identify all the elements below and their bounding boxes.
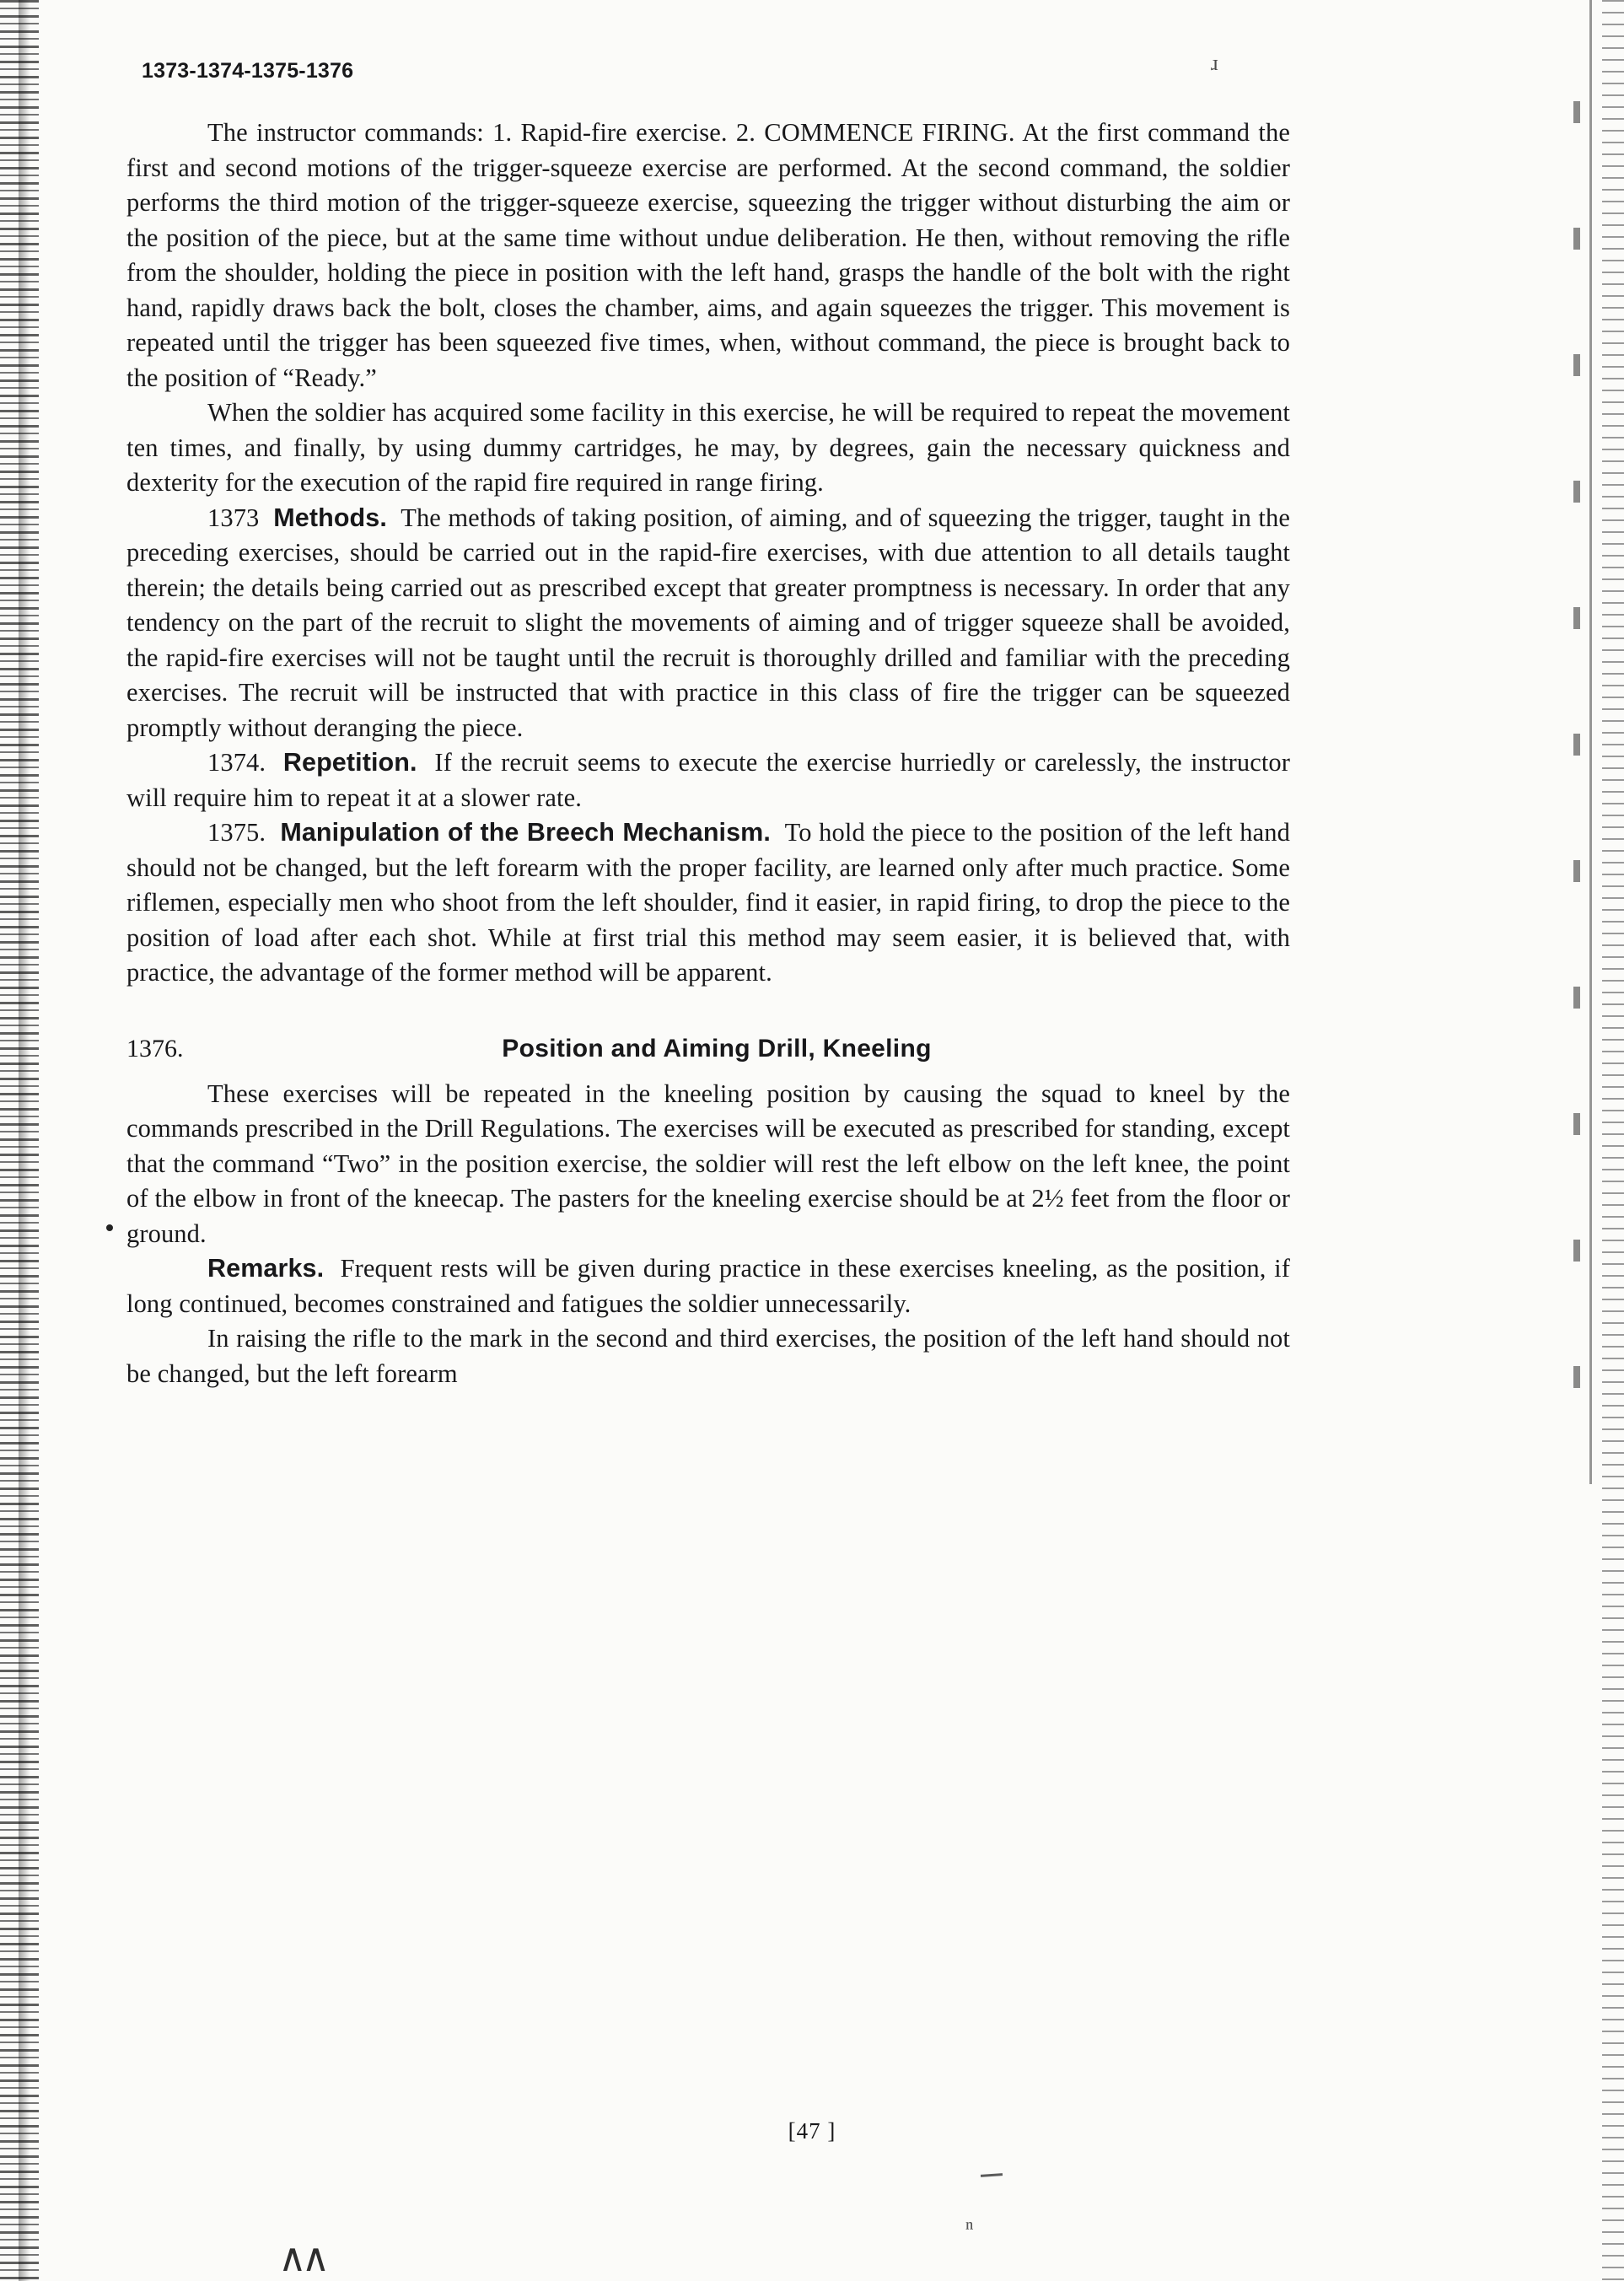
margin-rule-right (1589, 0, 1592, 1484)
margin-marks-right (1573, 101, 1580, 1400)
stray-mark-lower-2: ⁿ (965, 2214, 974, 2242)
paragraph-text: In raising the rifle to the mark in the second and third exercises, the position of the left hand should not be changed, but the left forearm (126, 1324, 1290, 1388)
paragraph-text: Frequent rests will be given during practice in these exercises kneeling, as the position, if long continued, becomes constrained and fatigues the soldier unnecessarily. (126, 1254, 1290, 1318)
paragraph-text: The methods of taking position, of aiming, and of squeezing the trigger, taught in the preceding exercises, should be carried out in the rapid-fire exercises, with due attention to all details taught therein; the details being carried out as prescribed except that greater promptness is necessary. In order that any tendency on the part of the recruit to slight the movements of aiming and of trigger squeeze shall be avoided, the rapid-fire exercises will not be taught until the recruit is thoroughly drilled and familiar with the preceding exercises. The recruit will be instructed that with practice in this class of fire the trigger can be squeezed promptly without deranging the piece. (126, 503, 1290, 742)
paragraph-title: Manipulation of the Breech Mechanism. (280, 818, 771, 847)
paragraph-1375 (126, 815, 1290, 991)
paragraph-remarks (126, 1251, 1290, 1321)
running-head: 1373-1374-1375-1376 (142, 59, 354, 83)
stray-mark-top: ɹ (1211, 51, 1218, 75)
section-heading (126, 1035, 1290, 1063)
paragraph-text: These exercises will be repeated in the kneeling position by causing the squad to kneel by the commands prescribed in the Drill Regulations. The exercises will be executed as prescribed for standing, except that the command “Two” in the position exercise, the soldier will rest the left elbow on the left knee, the point of the elbow in front of the kneecap. The pasters for the kneeling exercise should be at 2½ feet from the floor or ground. (126, 1079, 1290, 1248)
paragraph-number: 1374. (207, 748, 266, 777)
paragraph-number: 1373 (207, 503, 260, 532)
section-heading-number: 1376. (126, 1034, 184, 1062)
paragraph-text: When the soldier has acquired some facility in this exercise, he will be required to repeat the movement ten times, and finally, by using dummy cartridges, he may, by degrees, gain the necessary quickness and dexterity for the execution of the rapid fire required in range firing. (126, 398, 1290, 497)
paragraph-1374 (126, 745, 1290, 815)
paragraph-facility (126, 395, 1290, 501)
section-heading-title: Position and Aiming Drill, Kneeling (502, 1034, 932, 1062)
binding-edge-artifact-right (1602, 0, 1624, 2281)
paragraph-text: The instructor commands: 1. Rapid-fire exercise. 2. COMMENCE FIRING. At the first command the first and second motions of the trigger-squeeze exercise are performed. At the second command, the soldier performs the third motion of the trigger-squeeze exercise, squeezing the trigger without disturbing the aim or the position of the piece, but at the same time without undue deliberation. He then, without removing the rifle from the shoulder, holding the piece in position with the left hand, grasps the handle of the bolt with the right hand, rapidly draws back the bolt, closes the chamber, aims, and again squeezes the trigger. This movement is repeated until the trigger has been squeezed five times, when, without command, the piece is brought back to the position of “Ready.” (126, 118, 1290, 392)
stray-mark-bottom: ∧∧ (278, 2236, 325, 2279)
paragraph-kneeling (126, 1077, 1290, 1252)
paragraph-text: If the recruit seems to execute the exercise hurriedly or carelessly, the instructor will require him to repeat it at a slower rate. (126, 748, 1291, 812)
paragraph-title: Repetition. (282, 748, 417, 777)
paragraph-title: Remarks. (207, 1254, 325, 1283)
paragraph-raising (126, 1321, 1290, 1391)
paragraph-commence-firing (126, 116, 1290, 395)
text-column (126, 59, 1290, 1391)
paragraph-1373 (126, 501, 1290, 746)
paragraph-title: Methods. (273, 503, 387, 532)
paragraph-text: To hold the piece to the position of the left hand should not be changed, but the left forearm with the proper facility, are learned only after much practice. Some riflemen, especially men who shoot from the left shoulder, find it easier, in rapid firing, to drop the piece to the position of load after each shot. While at first trial this method may seem easier, it is believed that, with practice, the advantage of the former method will be apparent. (126, 818, 1290, 987)
binding-shadow-left (19, 0, 30, 2281)
paragraph-number: 1375. (207, 818, 266, 847)
page-number: [47 ] (788, 2118, 836, 2144)
margin-dot-mark (106, 1224, 113, 1231)
